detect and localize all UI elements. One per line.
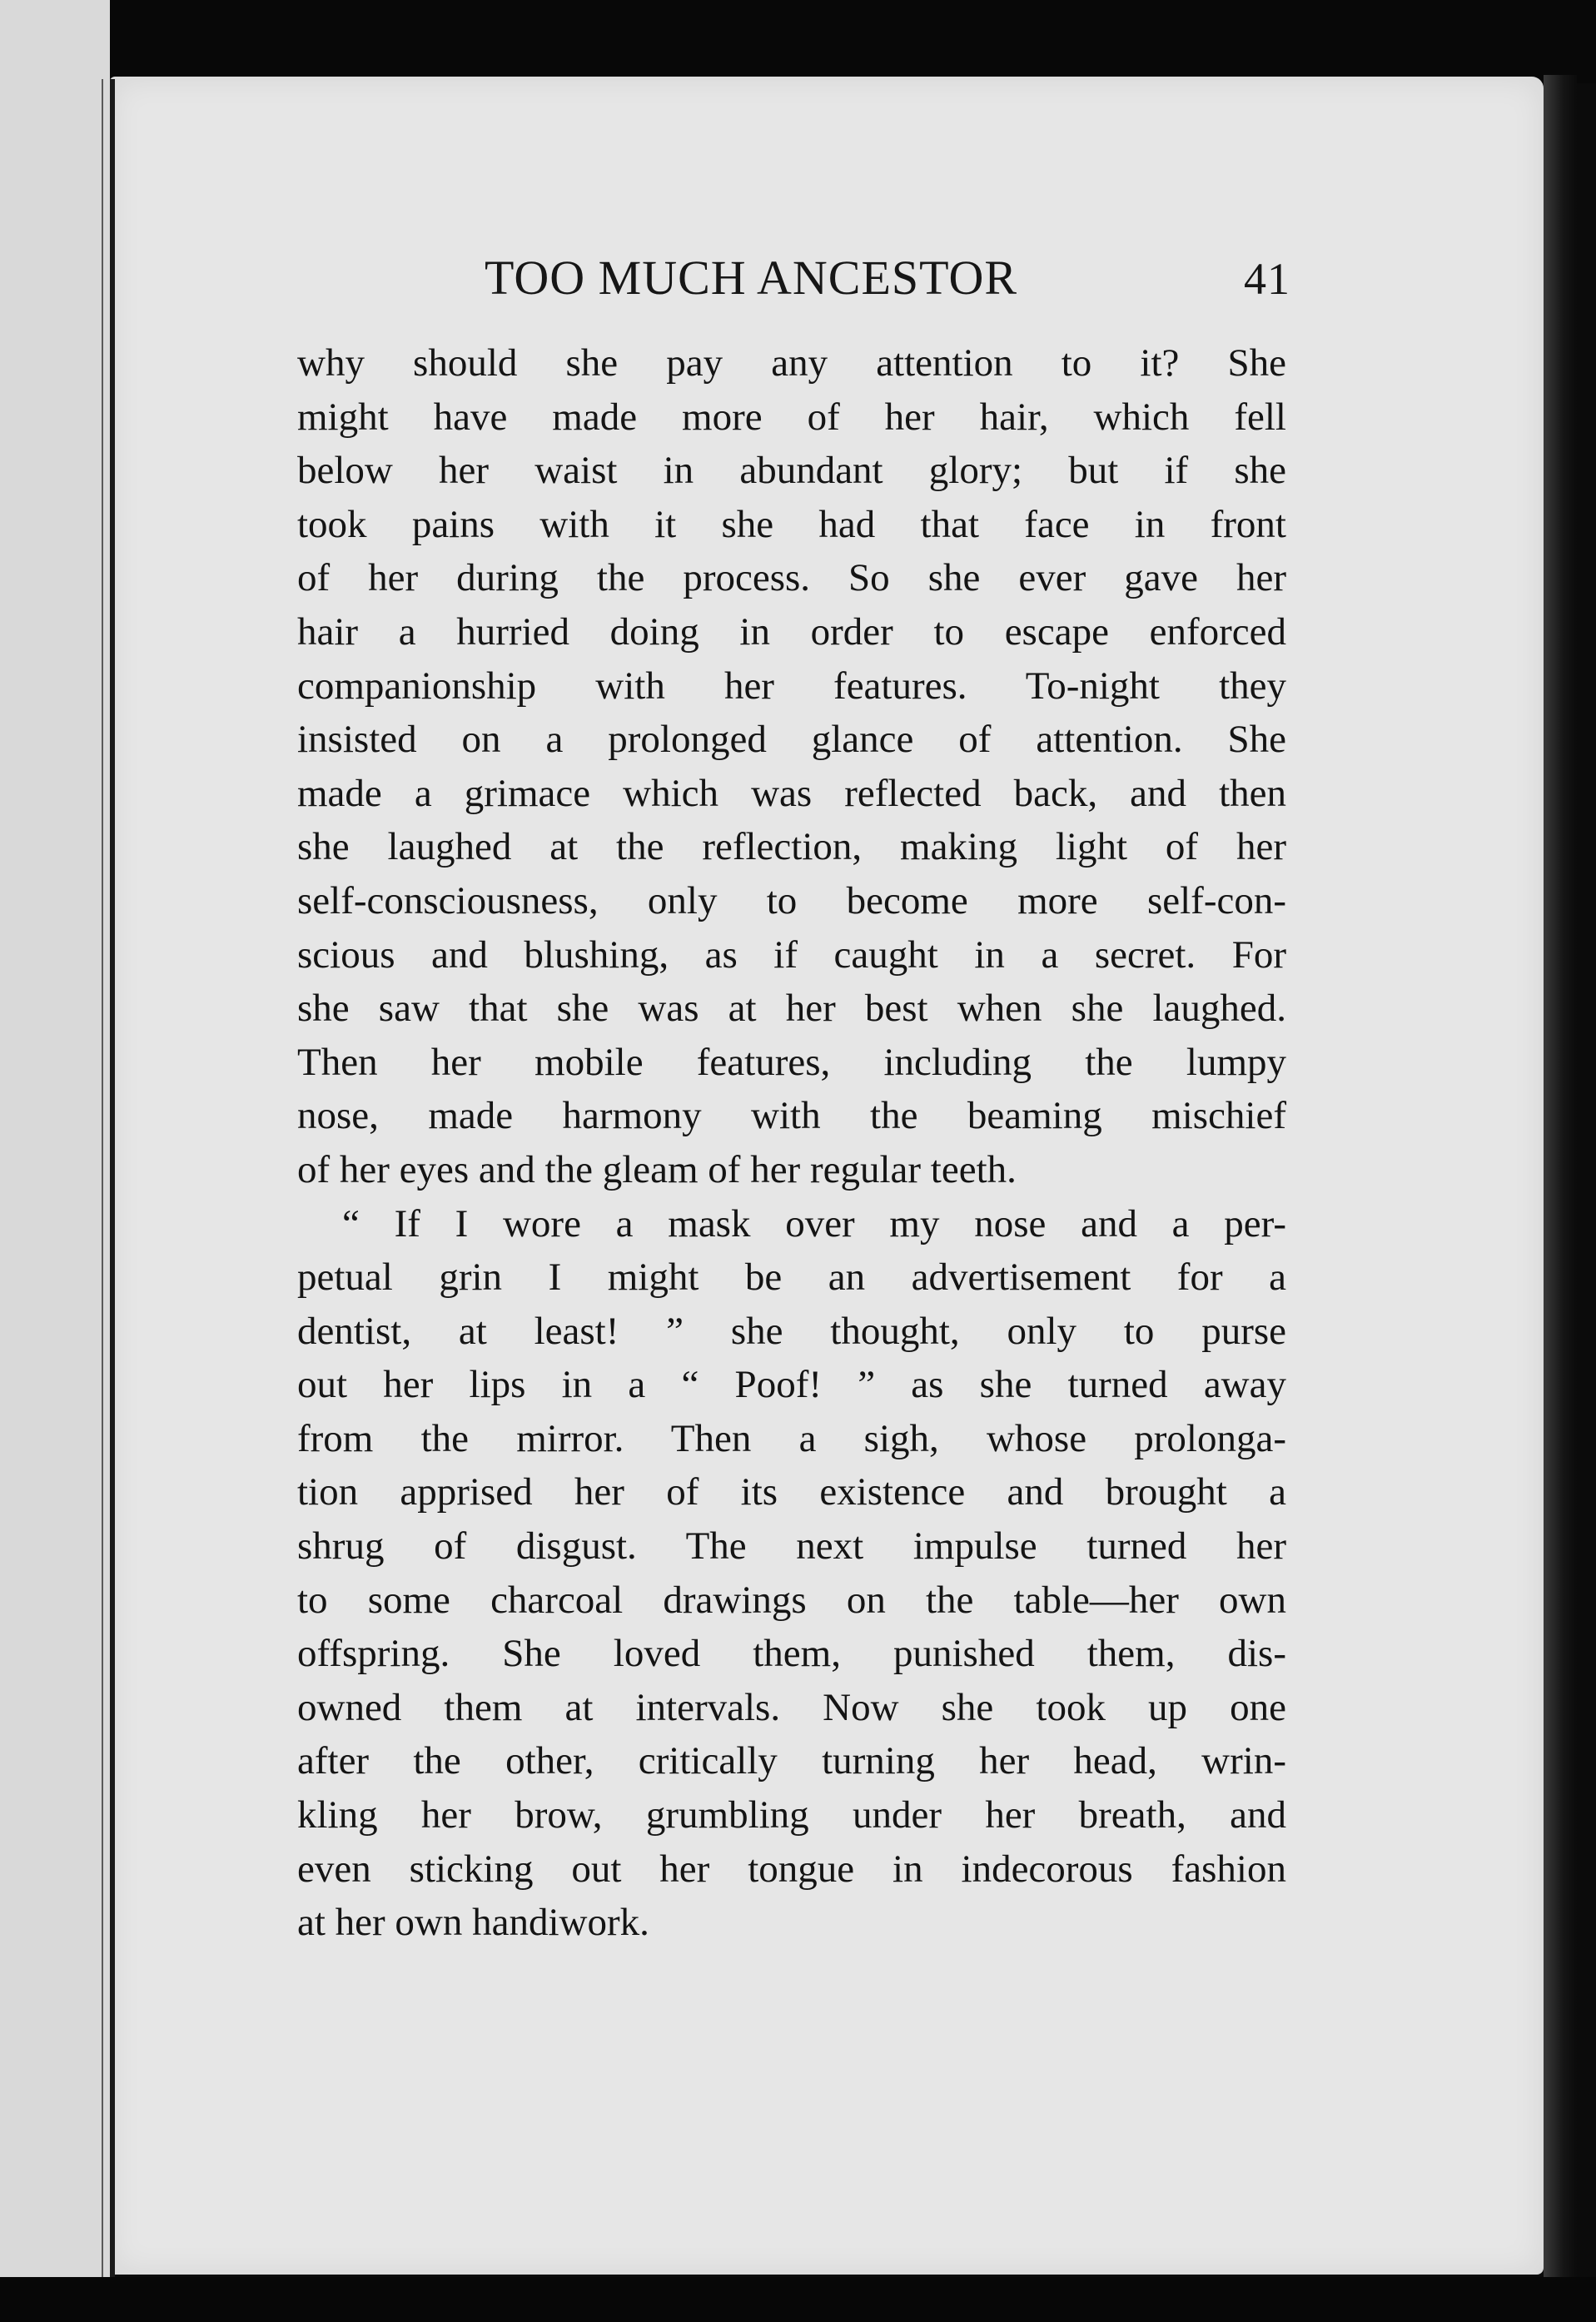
text-line: dentist, at least! ” she thought, only to purse xyxy=(297,1309,1286,1353)
running-head-title: TOO MUCH ANCESTOR xyxy=(485,251,1018,305)
page-number: 41 xyxy=(1244,254,1290,304)
text-line: scious and blushing, as if caught in a secret. For xyxy=(297,932,1286,977)
text-line: might have made more of her hair, which fell xyxy=(297,395,1286,439)
text-line: from the mirror. Then a sigh, whose prolonga- xyxy=(297,1416,1286,1460)
text-line: Then her mobile features, including the lumpy xyxy=(297,1040,1286,1084)
text-line: even sticking out her tongue in indecorous fashion xyxy=(297,1847,1286,1891)
text-line: offspring. She loved them, punished them, dis- xyxy=(297,1632,1286,1676)
running-head xyxy=(300,250,1290,316)
text-line: nose, made harmony with the beaming mischief xyxy=(297,1094,1286,1138)
scan-top-border xyxy=(0,0,1596,83)
text-line: at her own handiwork. xyxy=(297,1901,649,1945)
text-line: petual grin I might be an advertisement for a xyxy=(297,1255,1286,1300)
text-line: “ If I wore a mask over my nose and a per- xyxy=(342,1201,1286,1246)
text-line: she saw that she was at her best when she laughed. xyxy=(297,987,1286,1031)
text-line: companionship with her features. To-night they xyxy=(297,664,1286,708)
text-line: insisted on a prolonged glance of attention. She xyxy=(297,718,1286,762)
text-line: tion apprised her of its existence and brought a xyxy=(297,1470,1286,1514)
text-line: of her during the process. So she ever gave her xyxy=(297,556,1286,600)
text-line: owned them at intervals. Now she took up one xyxy=(297,1685,1286,1729)
text-line: hair a hurried doing in order to escape enforced xyxy=(297,609,1286,654)
scan-bottom-border xyxy=(0,2277,1596,2322)
text-line: made a grimace which was reflected back, and then xyxy=(297,771,1286,815)
text-line: she laughed at the reflection, making light of her xyxy=(297,825,1286,869)
spine-inner-line xyxy=(102,79,103,2281)
text-line: after the other, critically turning her head, wrin- xyxy=(297,1739,1286,1783)
text-line: of her eyes and the gleam of her regular teeth. xyxy=(297,1147,1017,1191)
spine-gutter-line xyxy=(110,79,115,2281)
book-spine xyxy=(0,0,110,2322)
body-text xyxy=(297,336,1286,1950)
text-line: took pains with it she had that face in front xyxy=(297,502,1286,546)
text-line: self-consciousness, only to become more self-con- xyxy=(297,878,1286,922)
text-line: out her lips in a “ Poof! ” as she turned away xyxy=(297,1363,1286,1407)
text-line: shrug of disgust. The next impulse turned her xyxy=(297,1524,1286,1569)
text-line: to some charcoal drawings on the table—her own xyxy=(297,1578,1286,1622)
text-line: why should she pay any attention to it? She xyxy=(297,341,1286,385)
page-right-edge xyxy=(1544,75,1577,2281)
text-line: below her waist in abundant glory; but if she xyxy=(297,449,1286,493)
text-line: kling her brow, grumbling under her breath, and xyxy=(297,1793,1286,1837)
